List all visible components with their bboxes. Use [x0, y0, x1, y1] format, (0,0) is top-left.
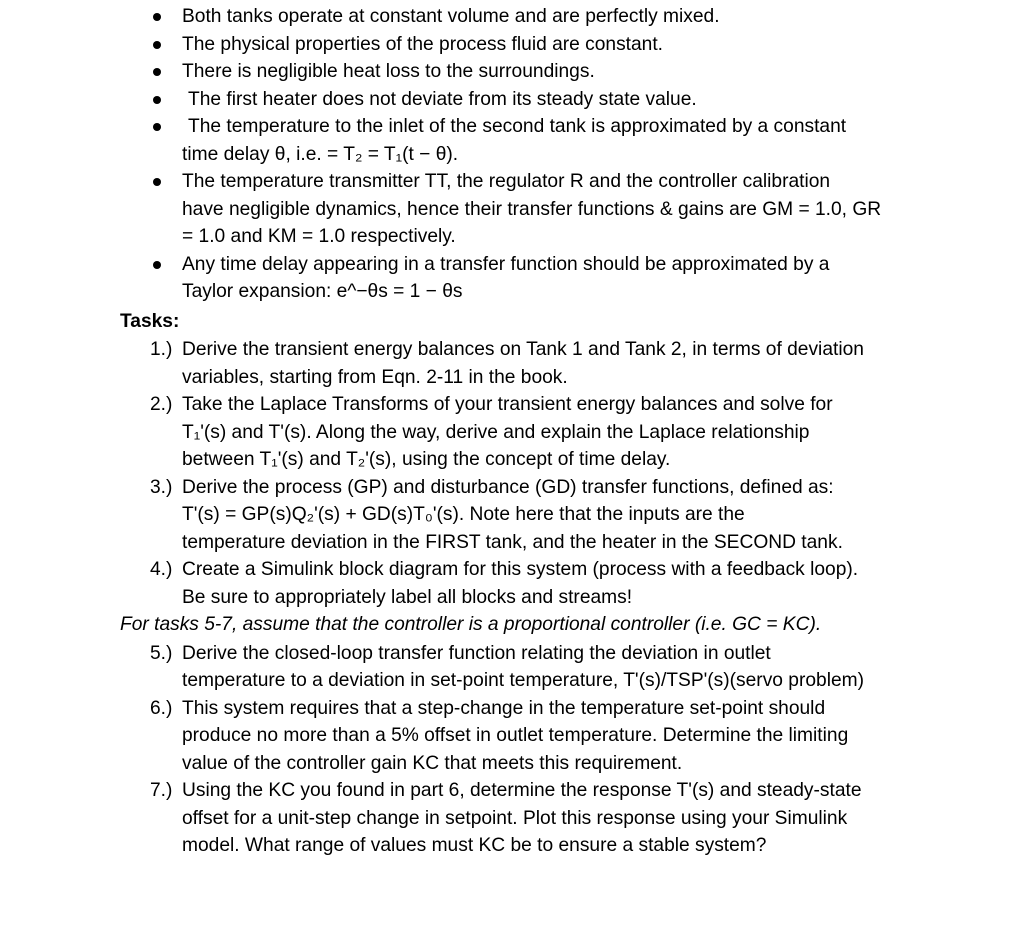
bullet-text: There is negligible heat loss to the surroundings. [182, 61, 595, 82]
task-text: model. What range of values must KC be to ensure a stable system? [182, 835, 767, 856]
task-text: temperature deviation in the FIRST tank, and the heater in the SECOND tank. [182, 531, 843, 553]
bullet-item [0, 3, 1024, 31]
task-number: 7.) [150, 780, 173, 801]
task-text: This system requires that a step-change in the temperature set-point should [182, 697, 826, 719]
task-item [0, 474, 1024, 557]
bullet-text: The physical properties of the process fluid are constant. [182, 33, 664, 55]
task-text: T'(s) = GP(s)Q₂'(s) + GD(s)T₀'(s). Note here that the inputs are the [182, 504, 745, 525]
task-list [0, 336, 1024, 611]
bullet-item [0, 113, 1024, 168]
bullet-item [0, 251, 1024, 306]
task-text: produce no more than a 5% offset in outlet temperature. Determine the limiting [182, 725, 849, 746]
task-number: 5.) [150, 642, 173, 664]
task-item [0, 336, 1024, 391]
task-list-2 [0, 640, 1024, 860]
bullet-text-cont: have negligible dynamics, hence their transfer functions & gains are GM = 1.0, GR [182, 198, 882, 220]
bullet-dot-icon [153, 96, 161, 104]
task-text: temperature to a deviation in set-point temperature, T'(s)/TSP'(s)(servo problem) [182, 670, 864, 691]
task-text: between T₁'(s) and T₂'(s), using the concept of time delay. [182, 449, 671, 470]
controller-note: For tasks 5-7, assume that the controller is a proportional controller (i.e. GC = KC). [120, 614, 822, 635]
bullet-dot-icon [153, 123, 161, 131]
bullet-dot-icon [153, 41, 161, 49]
bullet-text: The first heater does not deviate from its steady state value. [188, 88, 697, 110]
task-text: Derive the process (GP) and disturbance (GD) transfer functions, defined as: [182, 476, 834, 498]
task-item [0, 391, 1024, 474]
bullet-item [0, 86, 1024, 114]
bullet-item [0, 31, 1024, 59]
task-item [0, 640, 1024, 695]
bullet-text-cont: Taylor expansion: e^−θs = 1 − θs [182, 281, 463, 302]
task-item [0, 556, 1024, 611]
bullet-text: Any time delay appearing in a transfer function should be approximated by a [182, 253, 830, 275]
task-number: 2.) [150, 394, 173, 415]
bullet-item [0, 168, 1024, 251]
bullet-text-cont: time delay θ, i.e. = T₂ = T₁(t − θ). [182, 143, 459, 165]
bullet-text-cont: = 1.0 and KM = 1.0 respectively. [182, 226, 456, 247]
bullet-text: Both tanks operate at constant volume and are perfectly mixed. [182, 6, 720, 27]
task-number: 3.) [150, 476, 173, 498]
document-page [0, 3, 1024, 860]
task-text: Be sure to appropriately label all blocks and streams! [182, 586, 633, 608]
bullet-dot-icon [153, 261, 161, 269]
bullet-dot-icon [153, 178, 161, 186]
task-text: Take the Laplace Transforms of your transient energy balances and solve for [182, 394, 833, 415]
task-number: 6.) [150, 697, 173, 719]
task-item [0, 695, 1024, 778]
task-text: Create a Simulink block diagram for this system (process with a feedback loop). [182, 559, 859, 580]
task-text: Derive the closed-loop transfer function relating the deviation in outlet [182, 642, 771, 664]
bullet-dot-icon [153, 13, 161, 21]
task-text: value of the controller gain KC that meets this requirement. [182, 752, 683, 774]
task-text: Using the KC you found in part 6, determine the response T'(s) and steady-state [182, 780, 862, 801]
task-number: 1.) [150, 339, 173, 360]
task-item [0, 777, 1024, 860]
task-text: offset for a unit-step change in setpoint. Plot this response using your Simulink [182, 807, 848, 829]
task-text: Derive the transient energy balances on Tank 1 and Tank 2, in terms of deviation [182, 339, 864, 360]
assumption-list [0, 3, 1024, 306]
bullet-item [0, 58, 1024, 86]
bullet-text: The temperature transmitter TT, the regulator R and the controller calibration [182, 171, 831, 192]
task-number: 4.) [150, 559, 173, 580]
task-text: T₁'(s) and T'(s). Along the way, derive and explain the Laplace relationship [182, 421, 810, 443]
bullet-dot-icon [153, 68, 161, 76]
bullet-text: The temperature to the inlet of the second tank is approximated by a constant [188, 116, 847, 137]
tasks-heading: Tasks: [120, 310, 180, 332]
task-text: variables, starting from Eqn. 2-11 in the book. [182, 366, 568, 388]
